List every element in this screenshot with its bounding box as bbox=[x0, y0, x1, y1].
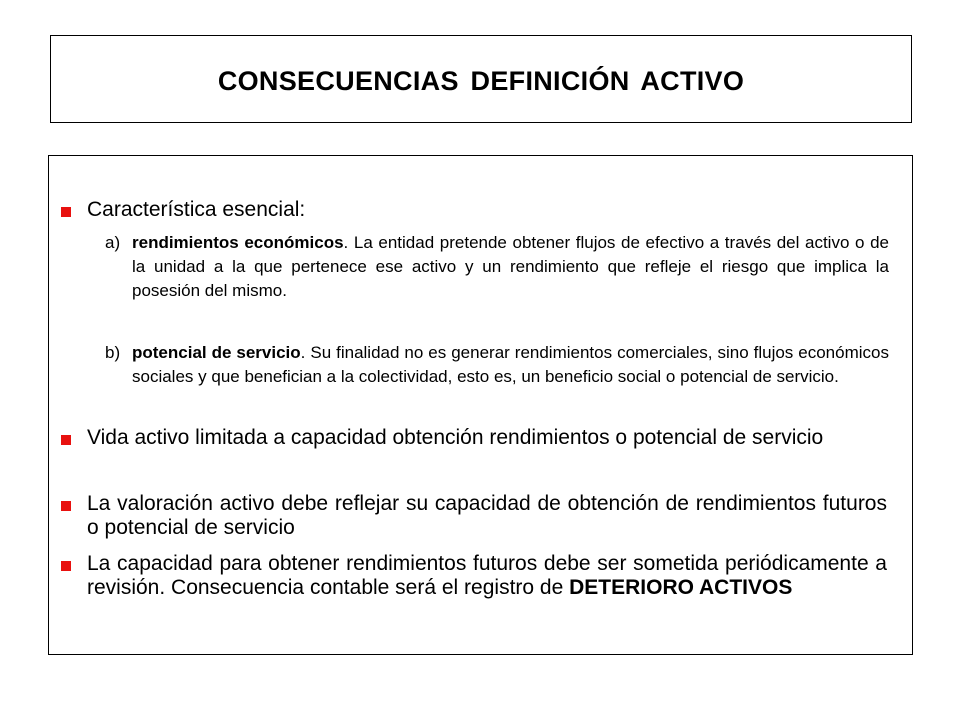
sub-body-b bbox=[132, 341, 889, 389]
title-box bbox=[50, 35, 912, 123]
sub-item-a bbox=[105, 231, 889, 303]
sub-rest-a: . La entidad pretende obtener flujos de efectivo a través del activo o de la unidad a la que pertenece ese activo y un rendimiento que refleje el riesgo que implica la posesión del mismo. bbox=[132, 233, 889, 300]
sub-marker-a: a) bbox=[105, 233, 121, 252]
sub-bold-b: potencial de servicio bbox=[132, 343, 301, 362]
bullet-text-3: La valoración activo debe reflejar su capacidad de obtención de rendimientos futuros o potencial de servicio bbox=[87, 492, 887, 539]
sub-marker-b: b) bbox=[105, 343, 121, 362]
bullet-item-2 bbox=[61, 426, 887, 450]
bullet-item-1 bbox=[61, 198, 887, 222]
slide-title: CONSECUENCIAS DEFINICIÓN ACTIVO bbox=[217, 65, 745, 96]
red-square-bullet-icon bbox=[61, 561, 71, 571]
bullet-text-2: Vida activo limitada a capacidad obtención rendimientos o potencial de servicio bbox=[87, 426, 824, 449]
sub-body-a bbox=[132, 231, 889, 303]
sub-item-b bbox=[105, 341, 889, 389]
bullet-text-1: Característica esencial: bbox=[87, 198, 306, 221]
bullet-item-3 bbox=[61, 492, 887, 540]
bullet-text-4-bold: DETERIORO ACTIVOS bbox=[569, 576, 793, 599]
red-square-bullet-icon bbox=[61, 501, 71, 511]
bullet-item-4 bbox=[61, 552, 887, 600]
bullet-text-4-main: La capacidad para obtener rendimientos futuros debe ser sometida periódicamente a revisión. Consecuencia contable será el registro de bbox=[87, 552, 887, 599]
content-box bbox=[48, 155, 913, 655]
sub-rest-b: . Su finalidad no es generar rendimientos comerciales, sino flujos económicos sociales y que benefician a la colectividad, esto es, un beneficio social o potencial de servicio. bbox=[132, 343, 889, 386]
bullet-text-4 bbox=[87, 552, 887, 600]
sub-bold-a: rendimientos económicos bbox=[132, 233, 344, 252]
red-square-bullet-icon bbox=[61, 435, 71, 445]
red-square-bullet-icon bbox=[61, 207, 71, 217]
